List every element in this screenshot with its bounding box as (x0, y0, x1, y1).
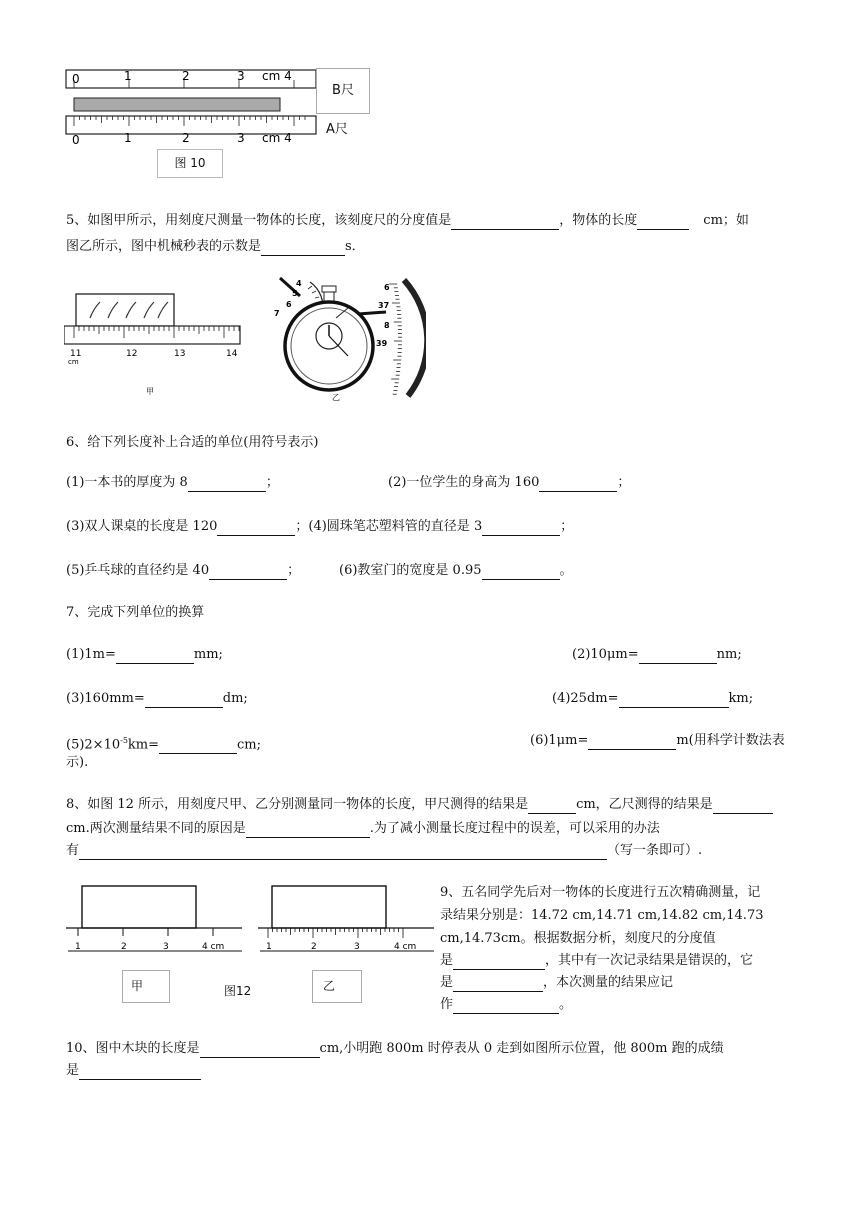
fig12-yi-caption: 乙 (312, 970, 362, 1003)
q6-title: 6、给下列长度补上合适的单位(用符号表示) (66, 435, 319, 450)
q5-blank-division[interactable] (451, 215, 559, 230)
q6-blank-3[interactable] (217, 521, 295, 536)
jia-tick-13: 13 (174, 349, 186, 359)
q7-item-3: (3)160mm= dm; (66, 691, 248, 706)
yi-big-37: 37 (378, 301, 390, 310)
q5-line1: 5、如图甲所示，用刻度尺测量一物体的长度，该刻度尺的分度值是 ，物体的长度 cm；如 (66, 213, 749, 228)
a-tick-1: 1 (124, 131, 132, 145)
figure-yi-stopwatch (266, 274, 426, 404)
q6-blank-1[interactable] (188, 477, 266, 492)
a-tick-2: 2 (182, 131, 190, 145)
q8-blank-jia[interactable] (528, 799, 576, 814)
q7-blank-5[interactable] (159, 739, 237, 754)
q6-blank-5[interactable] (209, 565, 287, 580)
yi-big-6: 6 (384, 283, 390, 292)
q9-line5: 是 ，本次测量的结果应记 (440, 975, 674, 990)
jia-unit: cm (68, 358, 79, 366)
q7-item-2: (2)10μm= nm; (572, 647, 742, 662)
q5-blank-length[interactable] (637, 215, 689, 230)
q6-blank-4[interactable] (482, 521, 560, 536)
q6-item-2: (2)一位学生的身高为 160 ； (388, 475, 631, 490)
q8-blank-reason[interactable] (246, 823, 370, 838)
a-tick-0: 0 (72, 133, 80, 147)
q9-blank-division[interactable] (453, 955, 545, 970)
q8-line3: 有 （写一条即可）. (66, 843, 703, 858)
a-ruler-label: A尺 (326, 122, 348, 137)
a-tick-3: 3 (237, 131, 245, 145)
q9-line3: cm,14.73cm。根据数据分析，刻度尺的分度值 (440, 931, 716, 946)
figure-10-caption: 图 10 (157, 149, 223, 178)
fig12-jia-tick-4: 4 cm (202, 942, 225, 952)
q7-blank-2[interactable] (639, 649, 717, 664)
q7-blank-3[interactable] (145, 693, 223, 708)
q9-line1: 9、五名同学先后对一物体的长度进行五次精确测量，记 (440, 885, 761, 900)
q7-title: 7、完成下列单位的换算 (66, 605, 205, 620)
fig12-yi-tick-2: 2 (311, 942, 317, 952)
fig12-yi-tick-3: 3 (354, 942, 360, 952)
q7-item-6: (6)1μm= m(用科学计数法表 (530, 733, 785, 748)
b-tick-1: 1 (124, 69, 132, 83)
q9-blank-result[interactable] (453, 999, 559, 1014)
q10-blank-time[interactable] (79, 1065, 201, 1080)
a-tick-4: cm 4 (262, 131, 292, 145)
yi-big-8: 8 (384, 321, 390, 330)
q6-item-1: (1)一本书的厚度为 8 ； (66, 475, 279, 490)
q10-blank-length[interactable] (200, 1043, 320, 1058)
fig12-yi-tick-4: 4 cm (394, 942, 417, 952)
yi-caption: 乙 (332, 393, 340, 402)
q6-item-5: (5)乒乓球的直径约是 40 ； (66, 563, 301, 578)
q10-line2: 是 (66, 1062, 201, 1080)
q7-blank-4[interactable] (619, 693, 729, 708)
yi-small-5: 5 (292, 289, 298, 298)
q7-item-4: (4)25dm= km; (552, 691, 754, 706)
fig12-jia-tick-3: 3 (163, 942, 169, 952)
jia-caption: 甲 (146, 387, 154, 396)
jia-tick-14: 14 (226, 349, 238, 359)
q8-blank-method[interactable] (79, 845, 607, 860)
b-tick-2: 2 (182, 69, 190, 83)
q7-blank-1[interactable] (116, 649, 194, 664)
q6-blank-2[interactable] (539, 477, 617, 492)
q7-item-6-cont: 示). (66, 755, 89, 770)
yi-small-6: 6 (286, 300, 292, 309)
yi-small-7: 7 (274, 309, 280, 318)
fig12-yi-tick-1: 1 (266, 942, 272, 952)
fig12-jia-caption: 甲 (122, 970, 170, 1003)
b-ruler-label: B尺 (316, 68, 370, 114)
b-tick-3: 3 (237, 69, 245, 83)
b-tick-4: cm 4 (262, 69, 292, 83)
q6-item-6: (6)教室门的宽度是 0.95 。 (339, 563, 573, 578)
q10-line1: 10、图中木块的长度是 cm,小明跑 800m 时停表从 0 走到如图所示位置，他 800m 跑的成绩 (66, 1041, 724, 1056)
jia-tick-12: 12 (126, 349, 138, 359)
yi-big-39: 39 (376, 339, 388, 348)
q7-item-1: (1)1m= mm; (66, 647, 223, 662)
q8-blank-yi[interactable] (713, 799, 773, 814)
q5-line2: 图乙所示，图中机械秒表的示数是 s． (66, 239, 365, 254)
jia-tick-11: 11 (70, 349, 82, 359)
q6-blank-6[interactable] (482, 565, 560, 580)
q5-blank-stopwatch[interactable] (261, 241, 345, 256)
q7-item-5: $(5)2\times 10^{-5}km=$ cm; (66, 736, 262, 753)
q9-line4: 是 ，其中有一次记录结果是错误的，它 (440, 953, 754, 968)
yi-small-4: 4 (296, 279, 302, 288)
fig12-caption: 图12 (224, 984, 252, 998)
b-tick-0: 0 (72, 72, 80, 86)
q6-item-3: (3)双人课桌的长度是 120 ；(4)圆珠笔芯塑料管的直径是 3 ； (66, 519, 574, 534)
fig12-jia-tick-2: 2 (121, 942, 127, 952)
q7-blank-6[interactable] (588, 735, 676, 750)
q8-line2: cm.两次测量结果不同的原因是 .为了减小测量长度过程中的误差，可以采用的办法 (66, 821, 660, 836)
fig12-jia-tick-1: 1 (75, 942, 81, 952)
q9-blank-wrong[interactable] (453, 977, 543, 992)
q9-line6: 作 。 (440, 997, 573, 1012)
q9-line2: 录结果分别是：14.72 cm,14.71 cm,14.82 cm,14.73 (440, 908, 764, 923)
figure-jia-ruler (64, 284, 244, 399)
q8-line1: 8、如图 12 所示，用刻度尺甲、乙分别测量同一物体的长度，甲尺测得的结果是 cm，乙尺测得的结果是 (66, 796, 773, 814)
